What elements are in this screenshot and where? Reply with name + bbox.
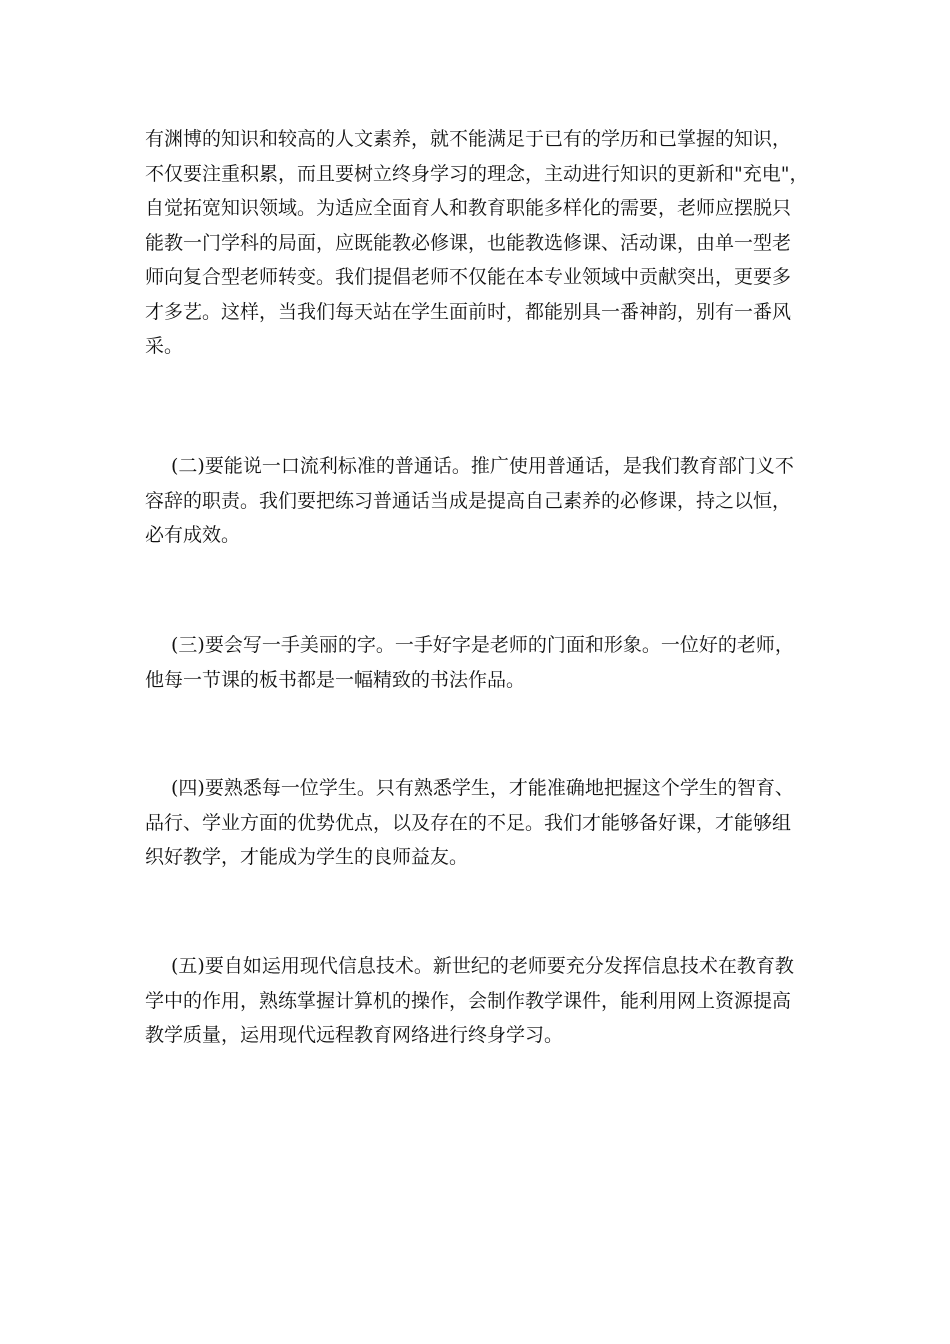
text-line: (二)要能说一口流利标准的普通话。推广使用普通话，是我们教育部门义不 [171, 455, 794, 477]
paragraph-mandarin [145, 449, 810, 553]
paragraph-continued [145, 122, 810, 364]
text-line: 必有成效。 [145, 524, 241, 546]
text-line: 采。 [145, 335, 184, 357]
text-line: 学中的作用，熟练掌握计算机的操作，会制作教学课件，能利用网上资源提高 [145, 989, 792, 1012]
text-line: 品行、学业方面的优势优点，以及存在的不足。我们才能够备好课，才能够组 [145, 811, 792, 834]
text-line: 有渊博的知识和较高的人文素养，就不能满足于已有的学历和已掌握的知识， [145, 128, 792, 150]
text-line: 教学质量，运用现代远程教育网络进行终身学习。 [145, 1024, 564, 1046]
text-line: 自觉拓宽知识领域。为适应全面育人和教育职能多样化的需要，老师应摆脱只 [145, 197, 792, 219]
paragraph-know-students [145, 771, 810, 875]
text-line: 他每一节课的板书都是一幅精致的书法作品。 [145, 668, 526, 691]
text-line: 才多艺。这样，当我们每天站在学生面前时，都能别具一番神韵，别有一番风 [145, 300, 792, 323]
text-line: (四)要熟悉每一位学生。只有熟悉学生，才能准确地把握这个学生的智育、 [171, 777, 794, 799]
text-line: 不仅要注重积累，而且要树立终身学习的理念，主动进行知识的更新和"充电"， [145, 162, 809, 185]
text-line: (三)要会写一手美丽的字。一手好字是老师的门面和形象。一位好的老师， [171, 634, 794, 656]
text-line: 容辞的职责。我们要把练习普通话当成是提高自己素养的必修课，持之以恒， [145, 489, 792, 512]
paragraph-handwriting [145, 628, 810, 697]
paragraph-information-technology [145, 949, 810, 1053]
text-line: 织好教学，才能成为学生的良师益友。 [145, 846, 469, 868]
text-line: 能教一门学科的局面，应既能教必修课，也能教选修课、活动课，由单一型老 [145, 231, 792, 254]
text-line: (五)要自如运用现代信息技术。新世纪的老师要充分发挥信息技术在教育教 [171, 955, 794, 977]
text-line: 师向复合型老师转变。我们提倡老师不仅能在本专业领域中贡献突出，更要多 [145, 266, 792, 288]
